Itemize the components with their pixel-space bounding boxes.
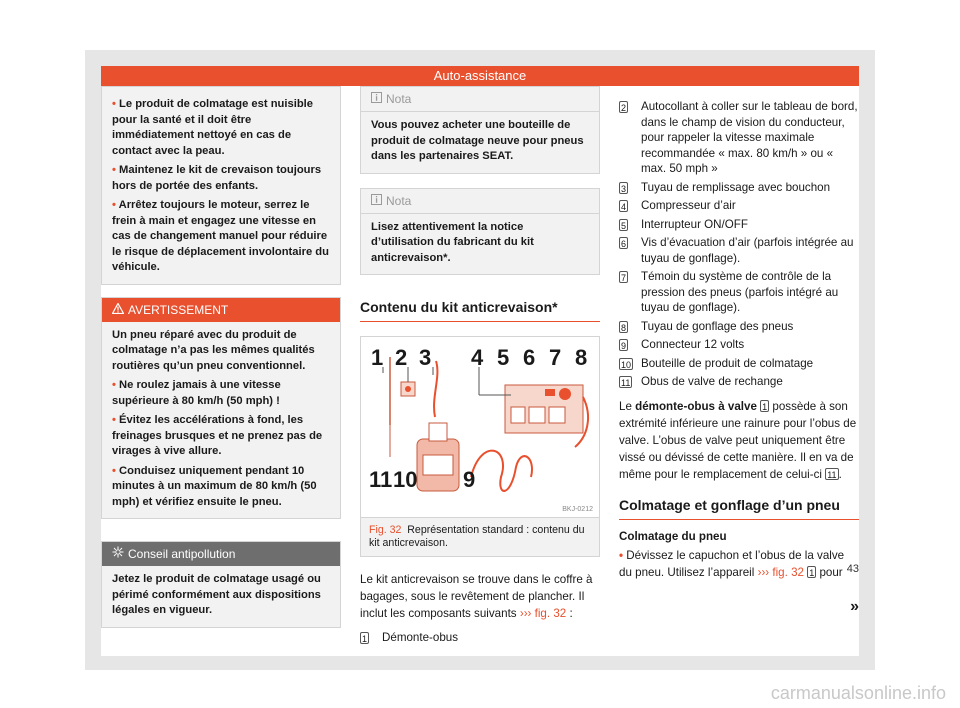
component-item: 11 Obus de valve de rechange (621, 375, 783, 388)
component-item: 3 Tuyau de remplissage avec bouchon (621, 180, 831, 194)
component-list (619, 86, 859, 390)
component-item: 9 Connecteur 12 volts (621, 338, 745, 351)
avertissement-intro: Un pneu réparé avec du produit de colmatage n’a pas les mêmes qualités routières qu’un pneu conventionnel. (112, 328, 315, 372)
callout-5: 5 (497, 345, 510, 370)
component-item: 8 Tuyau de gonflage des pneus (621, 319, 794, 333)
section-heading: Contenu du kit anticrevaison* (360, 299, 600, 322)
avertissement-item: • Évitez les accélérations à fond, les freinages brusques et ne prenez pas de virages à vive allure. (112, 414, 323, 457)
right-column (619, 86, 859, 615)
callout-9: 9 (463, 467, 476, 492)
component-item: 4 Compresseur d’air (621, 199, 736, 212)
page-number: 43 (846, 562, 859, 575)
conseil-text: Jetez le produit de colmatage usagé ou périmé conformément aux dispositions légales en vigueur. (112, 573, 321, 616)
nota-text: Lisez attentivement la notice d’utilisation du fabricant du kit anticrevaison*. (371, 220, 534, 264)
callout-3: 3 (419, 345, 432, 370)
component-item: 6 Vis d’évacuation d’air (parfois intégrée au tuyau de gonflage). (621, 236, 854, 265)
continue-mark: » (850, 598, 859, 615)
callout-1: 1 (371, 345, 384, 370)
callout-4: 4 (471, 345, 484, 370)
chapter-title: Auto-assistance (433, 68, 527, 83)
kit-illustration (361, 337, 599, 518)
chapter-header (101, 66, 859, 86)
valve-tool-paragraph: Le démonte-obus à valve 1 possède à son extrémité inférieure une rainure pour l’obus de valve. L’obus de valve peut uniquement être vissé ou dévissé de cette manière. Il en va de même pour le remplacement de celui-ci 11 . (619, 399, 857, 481)
avertissement-box (101, 297, 341, 520)
left-column (101, 86, 341, 628)
figure-code: BKJ-0212 (562, 506, 593, 513)
avertissement-header: AVERTISSEMENT (102, 298, 340, 322)
figure-reference-link[interactable]: ››› fig. 32 (519, 607, 567, 620)
info-icon (371, 189, 382, 213)
conseil-box (101, 541, 341, 628)
nota-header: Nota (361, 189, 599, 214)
warning-continuation-box (101, 86, 341, 285)
callout-6: 6 (523, 345, 536, 370)
step-paragraph: • Dévissez le capuchon et l’obus de la valve du pneu. Utilisez l’appareil ››› fig. 32 1 pour (619, 548, 845, 579)
warning-triangle-icon (112, 298, 124, 322)
component-item: 2 Autocollant à coller sur le tableau de bord, dans le champ de vision du conducteur, pour rappeler la vitesse maximale recommandée « max. 80 km/h » ou « max. 50 mph » (621, 100, 858, 175)
section-heading: Colmatage et gonflage d’un pneu (619, 497, 859, 520)
component-item: 5 Interrupteur ON/OFF (621, 217, 748, 231)
warning-item: • Arrêtez toujours le moteur, serrez le frein à main et engagez une vitesse en cas de changement manuel pour réduire le risque de déplacement involontaire du véhicule. (112, 199, 329, 273)
callout-7: 7 (549, 345, 562, 370)
figure-caption: Fig. 32 Représentation standard : contenu du kit anticrevaison. (369, 524, 585, 549)
nota-header: Nota (361, 87, 599, 112)
callout-2: 2 (395, 345, 408, 370)
nota-box-1 (360, 86, 600, 174)
avertissement-item: • Ne roulez jamais à une vitesse supérieure à 80 km/h (50 mph) ! (112, 379, 281, 407)
component-item: 7 Témoin du système de contrôle de la pression des pneus (parfois intégré au tuyau de gonflage). (621, 270, 839, 314)
item-number: 1 (362, 634, 368, 644)
callout-10: 10 (393, 467, 418, 492)
watermark: carmanualsonline.info (770, 683, 946, 703)
sub-heading: Colmatage du pneu (619, 529, 727, 543)
warning-item: • Maintenez le kit de crevaison toujours hors de portée des enfants. (112, 164, 322, 192)
callout-8: 8 (575, 345, 588, 370)
component-item: 1 Démonte-obus (362, 631, 459, 644)
figure-reference-link[interactable]: ››› fig. 32 (757, 565, 804, 579)
nota-box-2 (360, 188, 600, 276)
middle-column (360, 86, 600, 649)
manual-page (101, 86, 859, 656)
info-icon (371, 87, 382, 111)
figure-box (360, 336, 600, 557)
avertissement-item: • Conduisez uniquement pendant 10 minutes à un maximum de 80 km/h (50 mph) et vérifiez ensuite le pneu. (112, 464, 317, 508)
warning-item: • Le produit de colmatage est nuisible pour la santé et il doit être immédiatement nettoyé en cas de contact avec la peau. (112, 98, 313, 157)
nota-text: Vous pouvez acheter une bouteille de produit de colmatage neuve pour pneus dans les partenaires SEAT. (371, 119, 584, 162)
kit-intro-paragraph: Le kit anticrevaison se trouve dans le coffre à bagages, sous le revêtement de plancher. Il inclut les composants suivants ››› fig. 32 : (360, 573, 593, 620)
callout-11: 11 (369, 467, 393, 492)
component-item: 10 Bouteille de produit de colmatage (621, 356, 814, 370)
conseil-header: Conseil antipollution (102, 542, 340, 566)
environment-leaf-icon (112, 542, 124, 566)
